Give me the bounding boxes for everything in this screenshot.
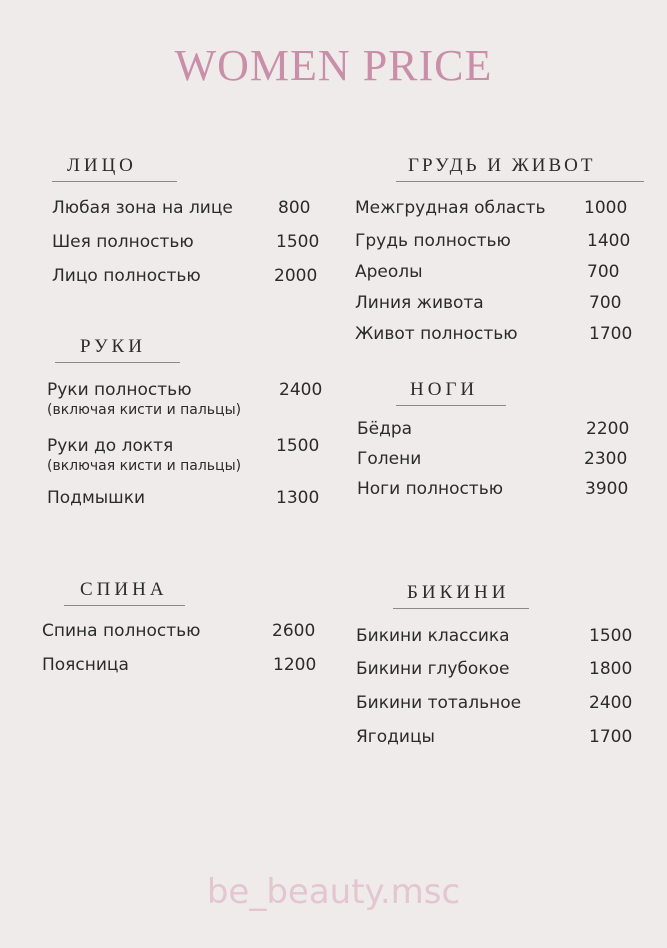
list-item <box>52 266 332 300</box>
service-name: Голени <box>357 449 422 469</box>
service-price: 1700 <box>589 324 633 344</box>
service-name: Живот полностью <box>355 324 518 344</box>
page-title: WOMEN PRICE <box>174 41 493 90</box>
service-price: 1300 <box>276 488 320 508</box>
service-name: Любая зона на лице <box>52 198 233 218</box>
service-name: Ягодицы <box>356 727 435 747</box>
list-item <box>356 727 646 761</box>
price-list-back <box>42 621 332 689</box>
service-name: Подмышки <box>47 488 146 508</box>
service-price: 3900 <box>585 479 629 499</box>
service-price: 1500 <box>276 232 320 252</box>
price-list-arms <box>47 380 337 522</box>
list-item <box>355 231 645 262</box>
service-price: 2300 <box>584 449 628 469</box>
service-price: 2600 <box>272 621 316 641</box>
list-item <box>47 436 337 488</box>
list-item <box>52 232 332 266</box>
service-name: Бикини тотальное <box>356 693 522 713</box>
service-name: Межгрудная область <box>355 198 546 218</box>
service-price: 2400 <box>589 693 633 713</box>
list-item <box>356 626 646 659</box>
section-heading: СПИНА <box>64 579 185 606</box>
service-name: Бикини глубокое <box>356 659 510 679</box>
service-name: Ноги полностью <box>357 479 504 499</box>
list-item <box>356 693 646 727</box>
service-name: Лицо полностью <box>52 266 201 286</box>
service-name: Руки полностью <box>47 380 192 400</box>
service-name: Ареолы <box>355 262 423 282</box>
list-item <box>47 380 337 436</box>
service-price: 1400 <box>587 231 631 251</box>
service-name: Грудь полностью <box>355 231 511 251</box>
service-price: 1800 <box>589 659 633 679</box>
list-item <box>52 198 332 232</box>
service-price: 2400 <box>279 380 323 400</box>
service-price: 1500 <box>589 626 633 646</box>
list-item <box>355 198 645 231</box>
service-name: Спина полностью <box>42 621 201 641</box>
section-heading: ГРУДЬ И ЖИВОТ <box>396 155 644 182</box>
section-legs <box>396 379 506 406</box>
section-chest <box>396 155 644 182</box>
price-list-bikini <box>356 626 646 761</box>
service-price: 1500 <box>276 436 320 456</box>
service-price: 2000 <box>274 266 318 286</box>
service-price: 800 <box>278 198 311 218</box>
list-item <box>357 419 647 449</box>
service-price: 1200 <box>273 655 317 675</box>
service-price: 1700 <box>589 727 633 747</box>
service-name: Бёдра <box>357 419 413 439</box>
list-item <box>355 293 645 324</box>
list-item <box>42 655 332 689</box>
brand-handle: be_beauty.msc <box>206 872 461 912</box>
service-price: 2200 <box>586 419 630 439</box>
service-note: (включая кисти и пальцы) <box>47 402 242 418</box>
service-name: Линия живота <box>355 293 484 313</box>
service-name: Поясница <box>42 655 129 675</box>
service-name: Руки до локтя <box>47 436 174 456</box>
list-item <box>357 449 647 479</box>
section-heading: ЛИЦО <box>52 155 177 182</box>
list-item <box>355 262 645 293</box>
list-item <box>355 324 645 355</box>
section-bikini <box>393 582 529 609</box>
service-name: Шея полностью <box>52 232 194 252</box>
service-note: (включая кисти и пальцы) <box>47 458 242 474</box>
section-heading: БИКИНИ <box>393 582 529 609</box>
list-item <box>42 621 332 655</box>
price-list-legs <box>357 419 647 509</box>
section-face <box>52 155 177 182</box>
section-heading: РУКИ <box>55 336 180 363</box>
service-price: 1000 <box>584 198 628 218</box>
list-item <box>47 488 337 522</box>
section-back <box>64 579 185 606</box>
list-item <box>356 659 646 693</box>
price-list-chest <box>355 198 645 355</box>
price-list-face <box>52 198 332 300</box>
section-arms <box>55 336 180 363</box>
service-name: Бикини классика <box>356 626 510 646</box>
section-heading: НОГИ <box>396 379 506 406</box>
list-item <box>357 479 647 509</box>
service-price: 700 <box>587 262 620 282</box>
service-price: 700 <box>589 293 622 313</box>
